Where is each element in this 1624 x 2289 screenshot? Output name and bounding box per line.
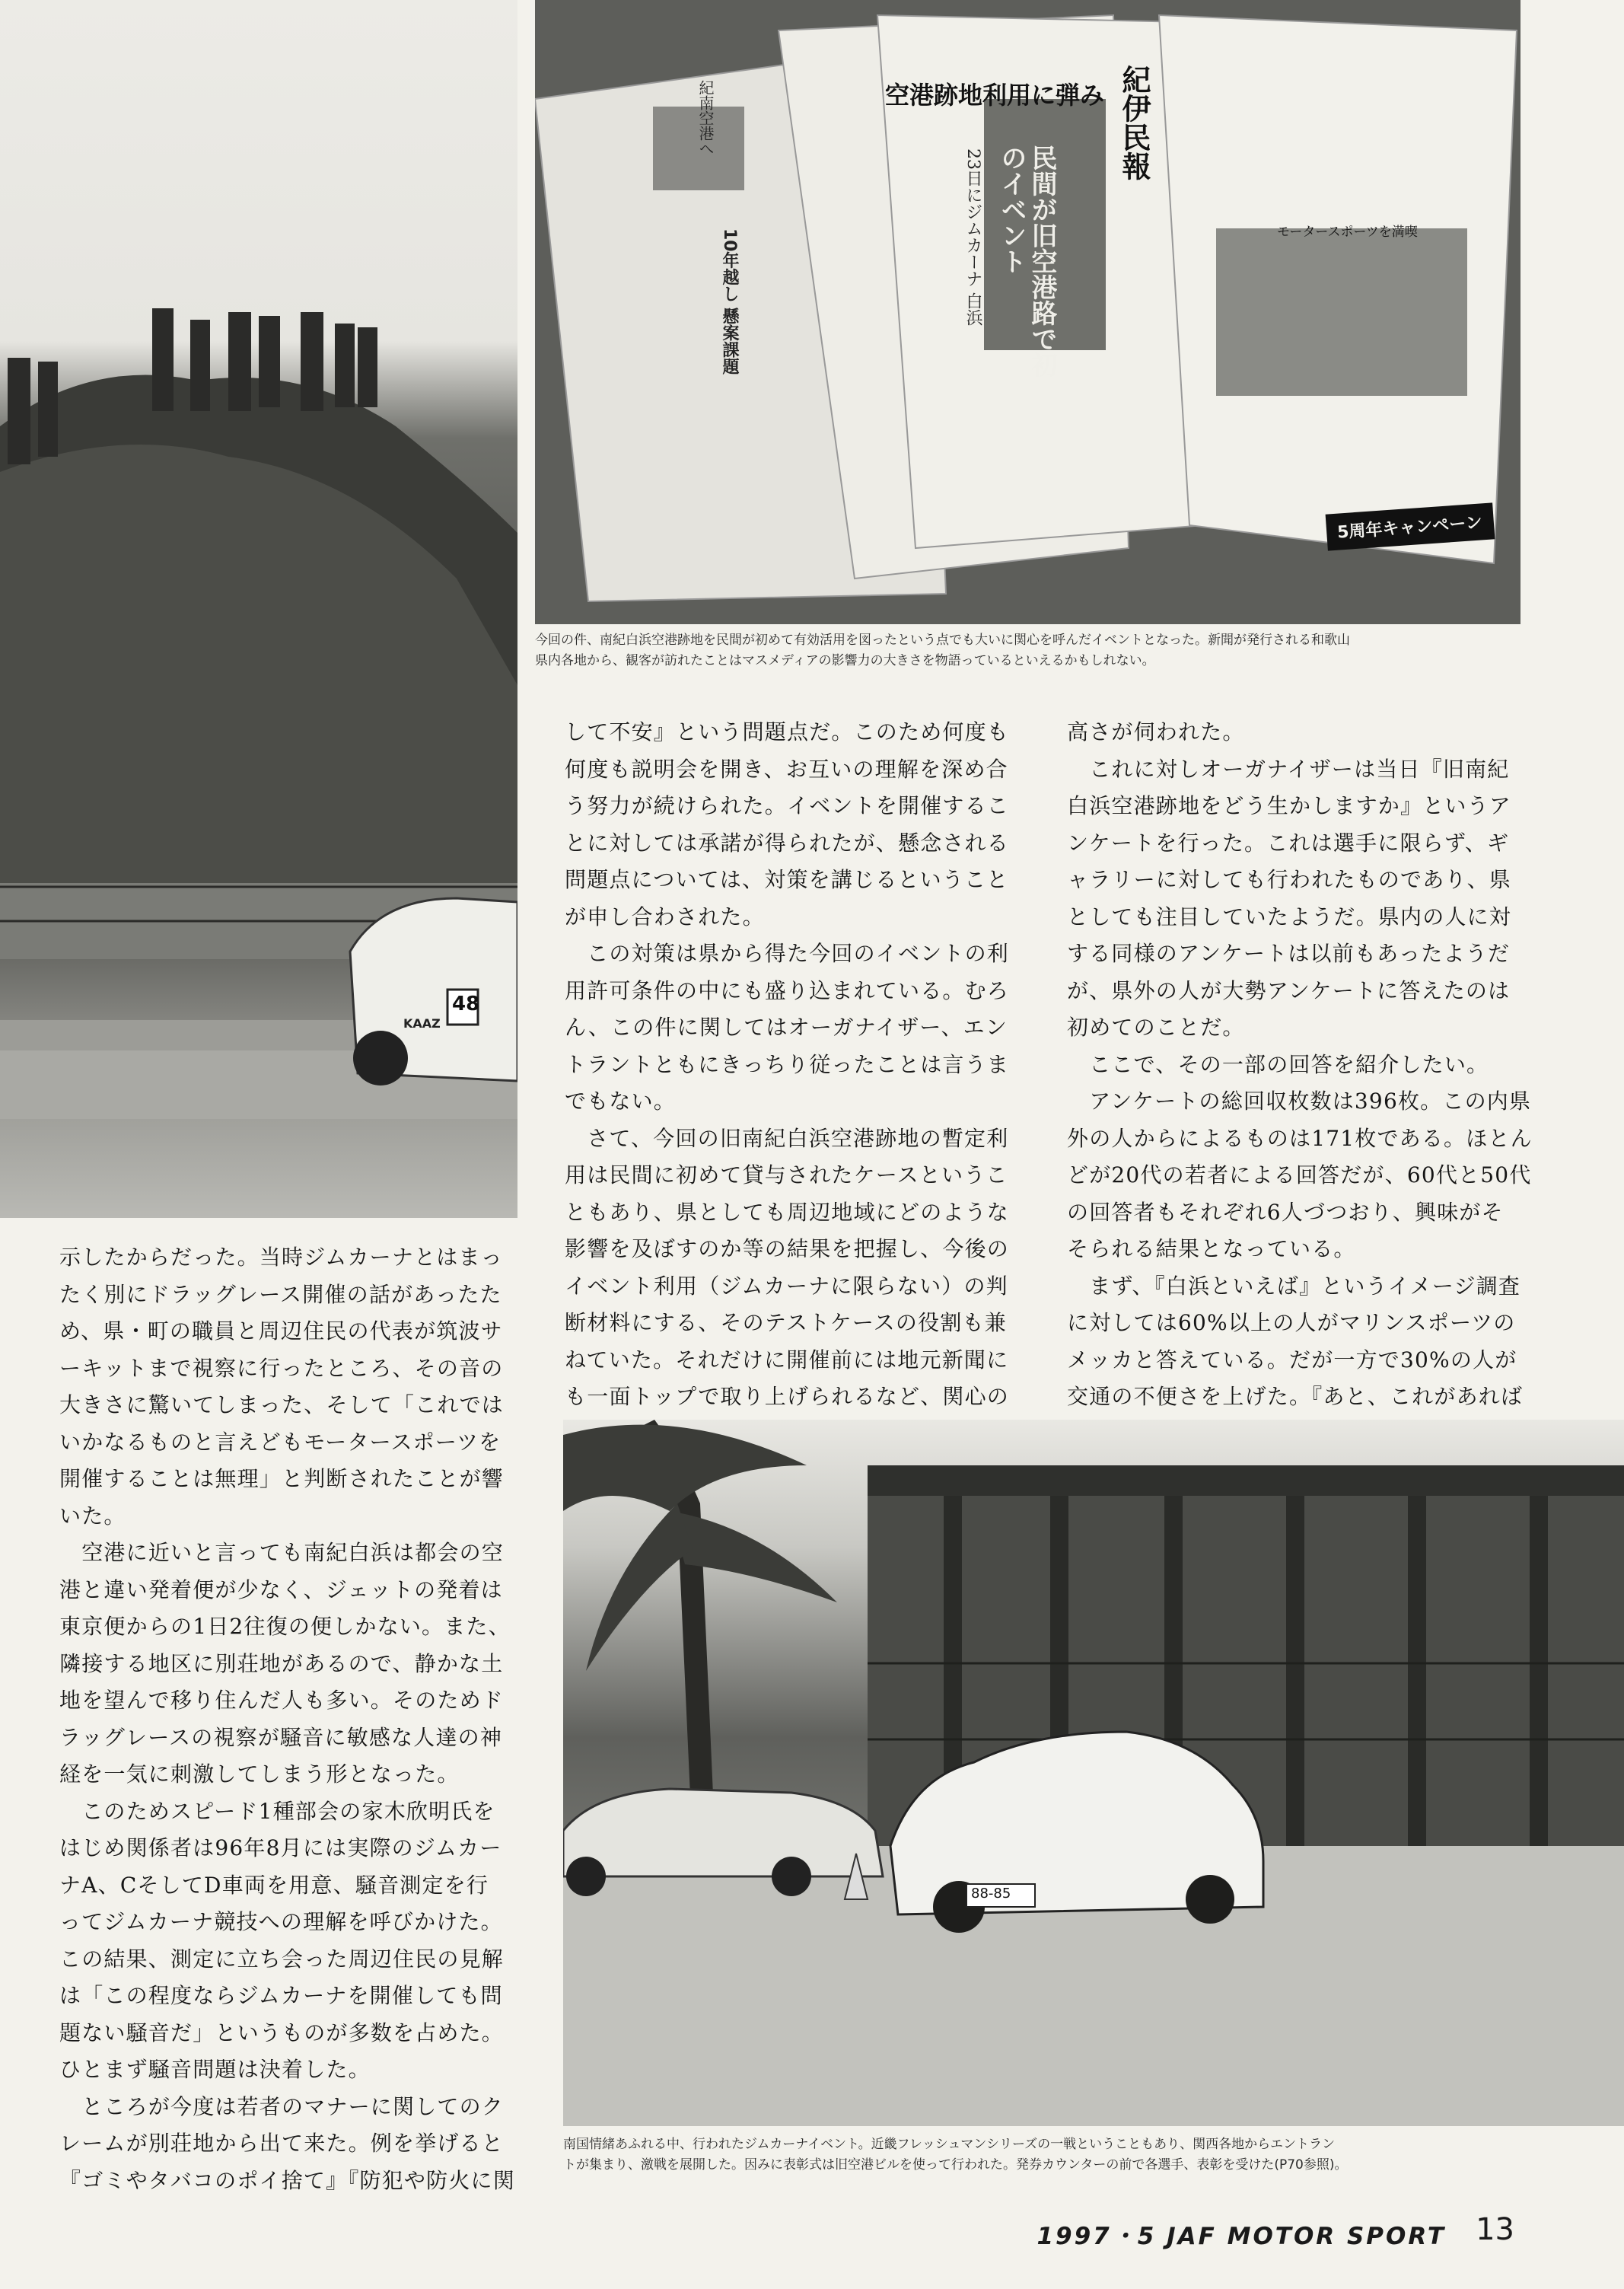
text-line: して不安』という問題点だ。このため何度も: [565, 719, 1010, 744]
text-line: ん、この件に関してはオーガナイザー、エン: [565, 1015, 1008, 1040]
text-line: 問題点については、対策を講じるということ: [565, 867, 1009, 892]
text-line: ところが今度は若者のマナーに関してのク: [59, 2093, 505, 2119]
article-column-left: [59, 1239, 524, 2199]
text-line: 『ゴミやタバコのポイ捨て』『防犯や防火に関: [59, 2167, 515, 2193]
text-line: そられる結果となっている。: [1067, 1236, 1356, 1261]
text-line: 東京便からの1日2往復の便しかない。また、: [59, 1614, 511, 1639]
text-line: としても注目していたようだ。県内の人に対: [1067, 904, 1512, 929]
caption-gymkhana: [563, 2134, 1624, 2176]
text-line: は「この程度ならジムカーナを開催しても問: [59, 1983, 503, 2008]
headline-gymkhana-date: 23日にジムカーナ 白浜: [963, 148, 982, 326]
text-line: でもない。: [565, 1089, 677, 1114]
text-line: 初めてのことだ。: [1067, 1015, 1245, 1040]
text-line: イベント利用（ジムカーナに限らない）の判: [565, 1273, 1008, 1299]
text-line: レームが別荘地から出て来た。例を挙げると: [59, 2131, 505, 2156]
text-line: ねていた。それだけに開催前には地元新聞に: [565, 1347, 1009, 1372]
text-line: いかなるものと言えどもモータースポーツを: [59, 1429, 502, 1455]
text-line: 隣接する地区に別荘地があるので、静かな土: [59, 1650, 504, 1676]
text-line: ここで、その一部の回答を紹介したい。: [1067, 1051, 1489, 1077]
text-line: ンケートを行った。これは選手に限らず、ギ: [1067, 830, 1510, 856]
text-line: とに対しては承諾が得られたが、懸念される: [565, 830, 1010, 856]
text-line: ひとまず騒音問題は決着した。: [59, 2057, 371, 2082]
text-line: ャラリーに対しても行われたものであり、県: [1067, 867, 1512, 892]
text-line: 港と違い発着便が少なく、ジェットの発着は: [59, 1576, 503, 1602]
text-line: たく別にドラッグレース開催の話があったた: [59, 1281, 502, 1307]
text-line: メッカと答えている。だが一方で30%の人が: [1067, 1347, 1517, 1372]
license-plate: 88-85: [971, 1886, 1011, 1902]
text-line: 空港に近いと言っても南紀白浜は都会の空: [59, 1540, 505, 1565]
text-line: 何度も説明会を開き、お互いの理解を深め合: [565, 756, 1008, 782]
page-footer: [982, 2209, 1514, 2255]
car-sponsor-label: KAAZ: [403, 1016, 441, 1031]
text-line: う努力が続けられた。イベントを開催するこ: [565, 793, 1010, 818]
text-line: 白浜空港跡地をどう生かしますか』というア: [1067, 793, 1512, 818]
text-line: さて、今回の旧南紀白浜空港跡地の暫定利: [565, 1125, 1009, 1151]
headline-airport-reuse: 空港跡地利用に弾み: [885, 81, 1105, 110]
caption-gymkhana-line-2: トが集まり、激戦を展開した。因みに表彰式は旧空港ビルを使って行われた。発券カウンターの前で各選手、表彰を受けた(P70参照)。: [563, 2157, 1348, 2173]
article-column-middle: [565, 714, 1021, 1416]
text-line: 大きさに驚いてしまった、そして「これでは: [59, 1392, 505, 1417]
text-line: 用許可条件の中にも盛り込まれている。むろ: [565, 977, 1010, 1003]
text-line: の回答者もそれぞれ6人づつおり、興味がそ: [1067, 1199, 1504, 1225]
text-line: め、県・町の職員と周辺住民の代表が筑波サ: [59, 1318, 503, 1344]
text-line: も一面トップで取り上げられるなど、関心の: [565, 1384, 1010, 1409]
text-line: 経を一気に刺激してしまう形となった。: [59, 1761, 460, 1787]
text-line: ってジムカーナ競技への理解を呼びかけた。: [59, 1909, 503, 1934]
caption-gymkhana-line-1: 南国情緒あふれる中、行われたジムカーナイベント。近畿フレッシュマンシリーズの一戦ということもあり、関西各地からエントラン: [563, 2137, 1336, 2152]
text-line: はじめ関係者は96年8月には実際のジムカー: [59, 1835, 502, 1860]
text-line: 断材料にする、そのテストケースの役割も兼: [565, 1310, 1007, 1335]
caption-newspapers: [535, 630, 1521, 671]
headline-first-event: 民間が旧空港路で初のイベント: [996, 145, 1057, 378]
text-line: 用は民間に初めて貸与されたケースというこ: [565, 1162, 1008, 1188]
text-line: に対しては60%以上の人がマリンスポーツの: [1067, 1310, 1516, 1335]
photo-gymkhana-cars: [563, 1420, 1624, 2126]
photo-hill-spectators: [0, 0, 517, 1218]
banner-campaign-text: 5周年キャンペーン: [1336, 513, 1483, 543]
text-line: トラントともにきっちり従ったことは言うま: [565, 1051, 1010, 1077]
caption-newspapers-line-1: 今回の件、南紀白浜空港跡地を民間が初めて有効活用を図ったという点でも大いに関心を呼んだイベントとなった。新聞が発行される和歌山: [535, 633, 1350, 648]
text-line: どが20代の若者による回答だが、60代と50代: [1067, 1162, 1532, 1188]
car-number-48: 48: [452, 993, 480, 1015]
text-line: が、県外の人が大勢アンケートに答えたのは: [1067, 977, 1511, 1003]
text-line: いた。: [59, 1503, 126, 1529]
text-line: 地を望んで移り住んだ人も多い。そのためド: [59, 1688, 505, 1713]
text-line: この対策は県から得た今回のイベントの利: [565, 941, 1010, 966]
text-line: する同様のアンケートは以前もあったようだ: [1067, 941, 1511, 966]
text-line: が申し合わされた。: [565, 904, 765, 929]
text-line: ともあり、県としても周辺地域にどのような: [565, 1199, 1010, 1225]
headline-kii-minpo: 紀伊民報: [1117, 65, 1151, 180]
text-line: 高さが伺われた。: [1067, 719, 1245, 744]
text-line: 影響を及ぼすのか等の結果を把握し、今後の: [565, 1236, 1010, 1261]
text-line: 題ない騒音だ」というものが多数を占めた。: [59, 2020, 505, 2045]
text-line: 交通の不便さを上げた。『あと、これがあれば: [1067, 1384, 1524, 1409]
text-line: 示したからだった。当時ジムカーナとはまっ: [59, 1245, 503, 1270]
text-line: アンケートの総回収枚数は396枚。この内県: [1067, 1089, 1532, 1114]
photo-newspaper-clippings: [535, 0, 1521, 624]
headline-enjoy-motorsport: モータースポーツを満喫: [1277, 225, 1418, 240]
headline-long-issue: 10年越し 懸案課題: [720, 228, 739, 375]
page-number: 13: [1476, 2212, 1514, 2247]
article-column-right: [1067, 714, 1533, 1416]
text-line: 開催することは無理」と判断されたことが響: [59, 1466, 505, 1491]
magazine-title: 1997・5 JAF MOTOR SPORT: [1036, 2223, 1446, 2250]
text-line: ナA、CそしてD車両を用意、騒音測定を行: [59, 1872, 489, 1898]
text-line: ーキットまで視察に行ったところ、その音の: [59, 1355, 504, 1381]
text-line: ラッグレースの視察が騒音に敏感な人達の神: [59, 1724, 503, 1750]
headline-kinan-airport: 紀南空港へ: [696, 80, 715, 156]
caption-newspapers-line-2: 県内各地から、観客が訪れたことはマスメディアの影響力の大きさを物語っているといえるかもしれない。: [535, 653, 1155, 668]
text-line: これに対しオーガナイザーは当日『旧南紀: [1067, 756, 1510, 782]
text-line: この結果、測定に立ち会った周辺住民の見解: [59, 1946, 505, 1972]
text-line: このためスピード1種部会の家木欣明氏を: [59, 1798, 495, 1824]
text-line: 外の人からによるものは171枚である。ほとん: [1067, 1125, 1533, 1151]
text-line: まず、『白浜といえば』というイメージ調査: [1067, 1273, 1521, 1299]
